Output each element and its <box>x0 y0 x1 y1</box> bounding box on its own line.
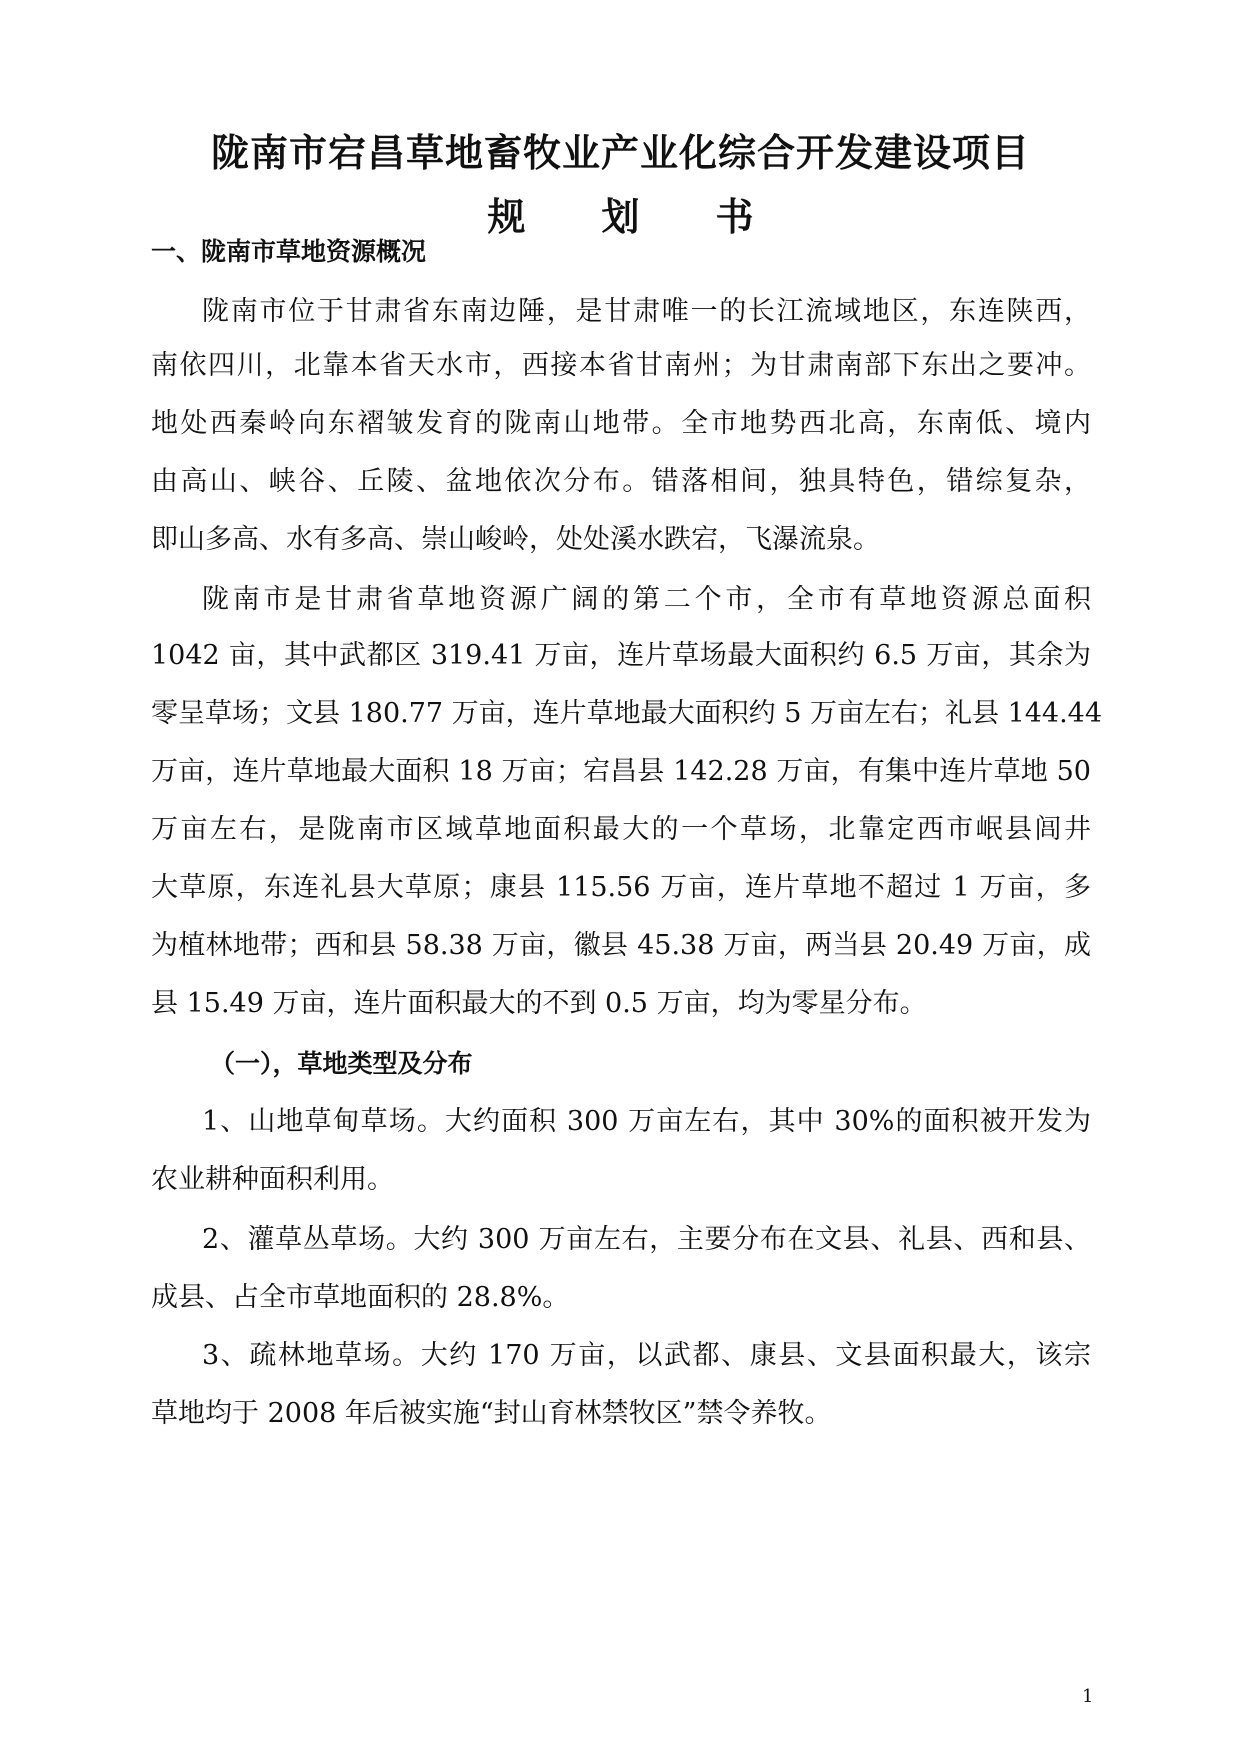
paragraph-line: 大草原，东连礼县大草原；康县 115.56 万亩，连片草地不超过 1 万亩，多 <box>151 872 1091 903</box>
paragraph-line: 地处西秦岭向东褶皱发育的陇南山地带。全市地势西北高，东南低、境内 <box>151 408 1091 439</box>
section-heading: 一、陇南市草地资源概况 <box>151 237 427 266</box>
list-item-line: 1、山地草甸草场。大约面积 300 万亩左右，其中 30%的面积被开发为 <box>202 1106 1091 1137</box>
paragraph-line: 由高山、峡谷、丘陵、盆地依次分布。错落相间，独具特色，错综复杂， <box>151 466 1091 497</box>
page-number: 1 <box>1082 1686 1094 1707</box>
document-title: 陇南市宕昌草地畜牧业产业化综合开发建设项目 <box>210 131 1030 175</box>
list-item-line: 3、疏林地草场。大约 170 万亩，以武都、康县、文县面积最大，该宗 <box>202 1340 1091 1371</box>
list-item-line: 成县、占全市草地面积的 28.8%。 <box>151 1282 570 1313</box>
subsection-heading: （一），草地类型及分布 <box>210 1049 473 1078</box>
paragraph-line: 万亩左右，是陇南市区域草地面积最大的一个草场，北靠定西市岷县闾井 <box>151 814 1091 845</box>
paragraph-line: 即山多高、水有多高、崇山峻岭，处处溪水跌宕，飞瀑流泉。 <box>151 524 880 555</box>
list-item-line: 农业耕种面积利用。 <box>151 1164 394 1195</box>
paragraph-line: 陇南市位于甘肃省东南边陲，是甘肃唯一的长江流域地区，东连陕西， <box>202 296 1091 327</box>
paragraph-line: 南依四川，北靠本省天水市，西接本省甘南州；为甘肃南部下东出之要冲。 <box>151 350 1091 381</box>
document-subtitle: 规 划 书 <box>487 195 754 239</box>
paragraph-line: 1042 亩，其中武都区 319.41 万亩，连片草场最大面积约 6.5 万亩，其余为 <box>151 640 1091 671</box>
list-item-line: 2、灌草丛草场。大约 300 万亩左右，主要分布在文县、礼县、西和县、 <box>202 1224 1091 1255</box>
paragraph-line: 县 15.49 万亩，连片面积最大的不到 0.5 万亩，均为零星分布。 <box>151 988 927 1019</box>
paragraph-line: 陇南市是甘肃省草地资源广阔的第二个市，全市有草地资源总面积 <box>202 584 1091 615</box>
paragraph-line: 零呈草场；文县 180.77 万亩，连片草地最大面积约 5 万亩左右；礼县 144.44 <box>151 698 1103 729</box>
list-item-line: 草地均于 2008 年后被实施“封山育林禁牧区”禁令养牧。 <box>151 1398 832 1429</box>
paragraph-line: 为植林地带；西和县 58.38 万亩，徽县 45.38 万亩，两当县 20.49 万亩，成 <box>151 930 1091 961</box>
paragraph-line: 万亩，连片草地最大面积 18 万亩；宕昌县 142.28 万亩，有集中连片草地 50 <box>151 756 1091 787</box>
